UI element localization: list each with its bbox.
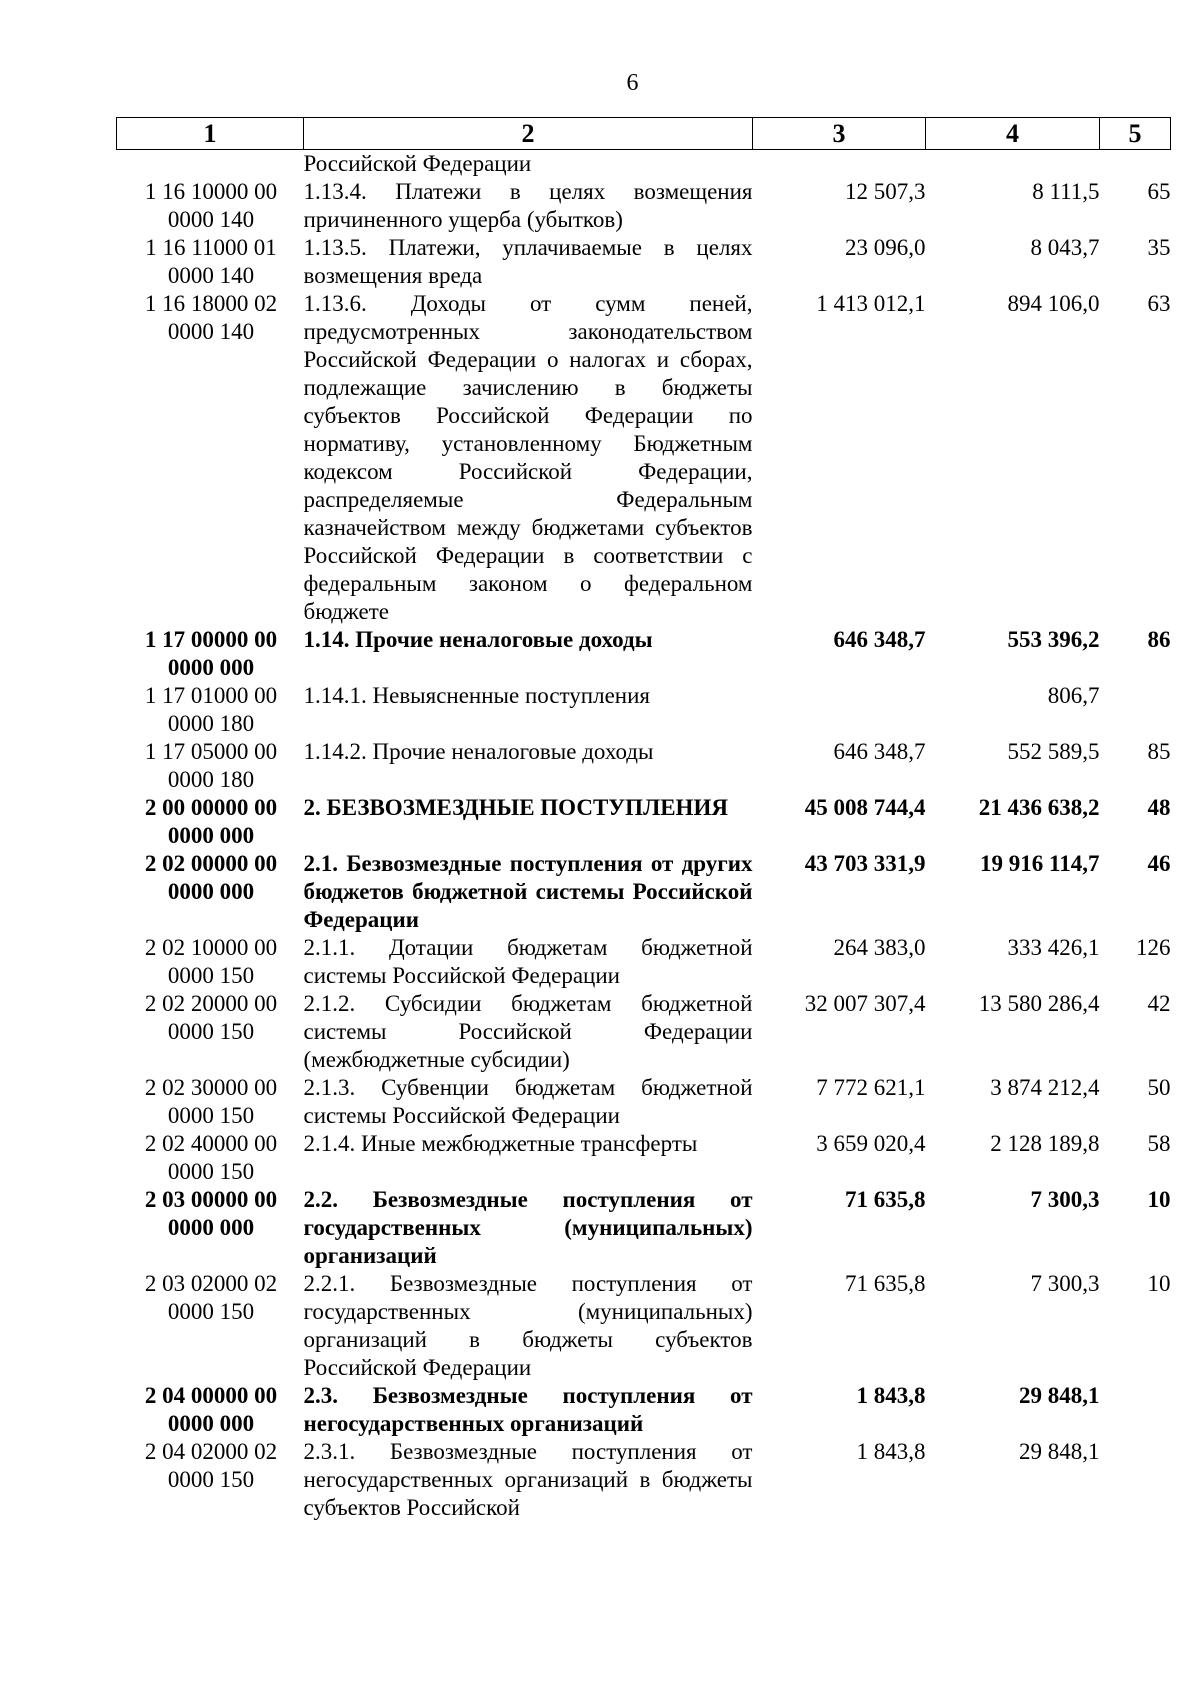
value-col3: 646 348,7 [833, 739, 926, 764]
table-row [117, 1438, 1171, 1522]
table-row [117, 1074, 1171, 1130]
percent-col5: 42 [1147, 991, 1171, 1016]
budget-code: 2 02 40000 00 0000 150 [144, 1131, 278, 1184]
value-col4: 8 043,7 [1030, 235, 1100, 260]
table-row [117, 1270, 1171, 1382]
budget-code: 2 02 30000 00 0000 150 [144, 1075, 278, 1128]
percent-col5: 126 [1136, 935, 1171, 960]
budget-code: 2 02 00000 00 0000 000 [144, 851, 278, 904]
budget-code: 2 03 00000 00 0000 000 [144, 1187, 278, 1240]
value-col4: 333 426,1 [1007, 935, 1100, 960]
item-name: Российской Федерации [303, 151, 532, 176]
value-col3: 3 659 020,4 [816, 1131, 926, 1156]
item-name: 2.1.4. Иные межбюджетные трансферты [303, 1131, 698, 1156]
table-row [117, 738, 1171, 794]
value-col4: 29 848,1 [1019, 1383, 1100, 1408]
value-col4: 7 300,3 [1030, 1187, 1100, 1212]
budget-code: 2 04 00000 00 0000 000 [144, 1383, 278, 1436]
value-col4: 13 580 286,4 [978, 991, 1100, 1016]
percent-col5 [1100, 682, 1171, 738]
table-row [117, 234, 1171, 290]
percent-col5: 50 [1147, 1075, 1171, 1100]
value-col3: 43 703 331,9 [804, 851, 926, 876]
budget-code: 1 16 11000 01 0000 140 [145, 235, 277, 288]
item-name: 1.13.6. Доходы от сумм пеней, предусмотренных законодательством Российской Федерации о налогах и сборах, подлежащие зачислению в бюджеты субъектов Российской Федерации по нормативу, установленному Бюджетным кодексом Российской Федерации, распределяемые Федеральным казначейством между бюджетами субъектов Российской Федерации в соответствии с федеральным законом о федеральном бюджете [303, 291, 753, 624]
item-name: 2.2. Безвозмездные поступления от государственных (муниципальных) организаций [303, 1187, 753, 1268]
value-col4: 29 848,1 [1019, 1439, 1100, 1464]
item-name: 2.3. Безвозмездные поступления от негосударственных организаций [303, 1383, 753, 1436]
value-col4: 553 396,2 [1007, 627, 1100, 652]
column-header-1: 1 [117, 118, 304, 150]
value-col3 [753, 682, 926, 738]
item-name: 1.13.4. Платежи в целях возмещения причиненного ущерба (убытков) [303, 179, 753, 232]
value-col3: 32 007 307,4 [804, 991, 926, 1016]
table-row [117, 1186, 1171, 1270]
table-row [117, 290, 1171, 626]
percent-col5: 10 [1147, 1271, 1171, 1296]
item-name: 2.1.3. Субвенции бюджетам бюджетной системы Российской Федерации [303, 1075, 753, 1128]
value-col3: 12 507,3 [845, 179, 926, 204]
table-row [117, 990, 1171, 1074]
table-row [117, 794, 1171, 850]
budget-code: 2 02 20000 00 0000 150 [144, 991, 278, 1044]
table-row [117, 850, 1171, 934]
budget-code: 2 00 00000 00 0000 000 [144, 795, 278, 848]
value-col4: 21 436 638,2 [978, 795, 1100, 820]
percent-col5: 58 [1147, 1131, 1171, 1156]
table-row [117, 934, 1171, 990]
value-col3: 1 413 012,1 [816, 291, 926, 316]
budget-code: 2 04 02000 02 0000 150 [144, 1439, 278, 1492]
item-name: 2.2.1. Безвозмездные поступления от государственных (муниципальных) организаций в бюджеты субъектов Российской Федерации [303, 1271, 753, 1380]
item-name: 2. БЕЗВОЗМЕЗДНЫЕ ПОСТУПЛЕНИЯ [303, 795, 728, 820]
item-name: 2.1.2. Субсидии бюджетам бюджетной системы Российской Федерации (межбюджетные субсидии) [303, 991, 753, 1072]
table-row [117, 682, 1171, 738]
table-row [117, 1130, 1171, 1186]
value-col4: 552 589,5 [1007, 739, 1100, 764]
budget-code: 1 17 05000 00 0000 180 [144, 739, 278, 792]
budget-code: 1 17 01000 00 0000 180 [144, 683, 278, 736]
percent-col5: 35 [1147, 235, 1171, 260]
item-name: 1.14. Прочие неналоговые доходы [303, 627, 653, 652]
column-header-3: 3 [753, 118, 926, 150]
percent-col5 [1100, 1438, 1171, 1522]
budget-code: 2 03 02000 02 0000 150 [144, 1271, 278, 1324]
value-col4: 3 874 212,4 [990, 1075, 1100, 1100]
percent-col5: 65 [1147, 179, 1171, 204]
value-col3: 7 772 621,1 [816, 1075, 926, 1100]
value-col4: 894 106,0 [1007, 291, 1100, 316]
item-name: 1.13.5. Платежи, уплачиваемые в целях возмещения вреда [303, 235, 753, 288]
percent-col5: 48 [1147, 795, 1171, 820]
value-col4: 806,7 [1047, 683, 1100, 708]
value-col3: 23 096,0 [845, 235, 926, 260]
value-col4: 7 300,3 [1030, 1271, 1100, 1296]
table-row [117, 178, 1171, 234]
page-number: 6 [626, 70, 639, 96]
table-row [117, 626, 1171, 682]
percent-col5 [1100, 1382, 1171, 1438]
column-header-4: 4 [926, 118, 1100, 150]
percent-col5: 46 [1147, 851, 1171, 876]
value-col4 [926, 150, 1100, 179]
budget-table [116, 117, 1171, 1522]
budget-code: 1 17 00000 00 0000 000 [144, 627, 278, 680]
value-col3: 1 843,8 [856, 1383, 926, 1408]
value-col4: 2 128 189,8 [990, 1131, 1100, 1156]
value-col3: 71 635,8 [845, 1187, 926, 1212]
item-name: 1.14.1. Невыясненные поступления [303, 683, 650, 708]
budget-code: 1 16 10000 00 0000 140 [144, 179, 278, 232]
item-name: 1.14.2. Прочие неналоговые доходы [303, 739, 654, 764]
budget-code: 2 02 10000 00 0000 150 [144, 935, 278, 988]
item-name: 2.3.1. Безвозмездные поступления от негосударственных организаций в бюджеты субъектов Российской [303, 1439, 753, 1520]
table-row [117, 150, 1171, 179]
table-body [117, 150, 1171, 1523]
column-header-2: 2 [304, 118, 753, 150]
percent-col5: 86 [1147, 627, 1171, 652]
value-col3: 1 843,8 [856, 1439, 926, 1464]
value-col4: 8 111,5 [1032, 179, 1100, 204]
column-header-5: 5 [1100, 118, 1171, 150]
value-col3: 264 383,0 [833, 935, 926, 960]
percent-col5: 63 [1147, 291, 1171, 316]
value-col3: 45 008 744,4 [804, 795, 926, 820]
percent-col5: 85 [1147, 739, 1171, 764]
table-row [117, 1382, 1171, 1438]
value-col3: 71 635,8 [845, 1271, 926, 1296]
value-col3 [753, 150, 926, 179]
item-name: 2.1. Безвозмездные поступления от других бюджетов бюджетной системы Российской Федерации [303, 851, 753, 932]
table-header-row [117, 118, 1171, 150]
item-name: 2.1.1. Дотации бюджетам бюджетной системы Российской Федерации [303, 935, 753, 988]
percent-col5: 10 [1147, 1187, 1171, 1212]
budget-code: 1 16 18000 02 0000 140 [144, 291, 278, 344]
value-col4: 19 916 114,7 [980, 851, 1100, 876]
budget-code [117, 150, 304, 179]
percent-col5 [1100, 150, 1171, 179]
value-col3: 646 348,7 [833, 627, 926, 652]
